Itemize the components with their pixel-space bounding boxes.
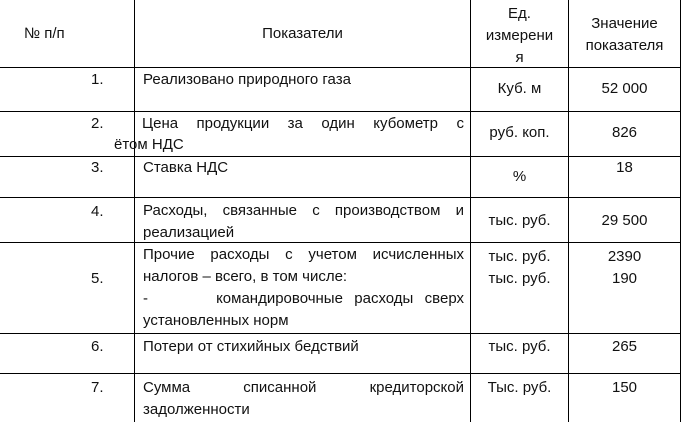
header-value-line: Значение <box>591 15 658 32</box>
row-unit <box>471 246 568 290</box>
indicator-line: задолженности <box>143 401 250 418</box>
row-indicator <box>143 244 464 332</box>
grid-line <box>0 333 681 334</box>
row-num: 6. <box>91 338 104 355</box>
row-unit: Куб. м <box>497 80 542 97</box>
header-value-line: показателя <box>585 37 664 54</box>
row-value: 52 000 <box>601 80 648 97</box>
indicator-line: - командировочные расходы сверх <box>143 290 464 307</box>
row-unit: % <box>512 168 527 185</box>
header-value <box>569 13 680 57</box>
row-value: 826 <box>611 124 638 141</box>
grid-line <box>0 67 681 68</box>
row-num: 5. <box>91 270 104 287</box>
row-indicator: Потери от стихийных бедствий <box>143 338 359 355</box>
row-num: 1. <box>91 71 104 88</box>
row-indicator <box>114 113 464 155</box>
value-line: 2390 <box>607 248 642 265</box>
row-unit: тыс. руб. <box>488 338 551 355</box>
row-unit: руб. коп. <box>489 124 550 141</box>
header-unit-line: я <box>515 49 524 66</box>
indicator-line: ётом НДС <box>114 136 184 153</box>
grid-line <box>0 373 681 374</box>
row-unit: тыс. руб. <box>488 212 551 229</box>
indicator-line: Сумма списанной кредиторской <box>143 379 464 396</box>
header-unit-line: Ед. <box>508 5 531 22</box>
row-indicator <box>143 200 464 244</box>
row-value <box>569 246 680 290</box>
header-unit <box>471 3 568 69</box>
row-indicator: Реализовано природного газа <box>143 71 351 88</box>
unit-line: тыс. руб. <box>488 270 551 287</box>
row-num: 4. <box>91 203 104 220</box>
header-unit-line: измерени <box>485 27 554 44</box>
row-value: 265 <box>611 338 638 355</box>
row-num: 2. <box>91 115 104 132</box>
indicator-line: Цена продукции за один кубометр с <box>142 115 464 132</box>
indicator-line: налогов – всего, в том числе: <box>143 268 348 285</box>
grid-line <box>0 197 681 198</box>
header-num: № п/п <box>24 25 65 42</box>
indicator-line: установленных норм <box>143 312 289 329</box>
row-indicator: Ставка НДС <box>143 159 229 176</box>
row-value: 150 <box>611 379 638 396</box>
header-indicator: Показатели <box>262 25 343 42</box>
row-unit: Тыс. руб. <box>487 379 552 396</box>
grid-line <box>0 111 681 112</box>
value-line: 190 <box>611 270 638 287</box>
indicator-line: реализацией <box>143 224 235 241</box>
grid-line <box>134 0 135 422</box>
indicator-line: Расходы, связанные с производством и <box>143 202 464 219</box>
row-value: 29 500 <box>601 212 648 229</box>
unit-line: тыс. руб. <box>488 248 551 265</box>
row-num: 7. <box>91 379 104 396</box>
indicator-line: Прочие расходы с учетом исчисленных <box>143 246 464 263</box>
row-value: 18 <box>616 159 633 176</box>
row-num: 3. <box>91 159 104 176</box>
row-indicator <box>143 377 464 421</box>
